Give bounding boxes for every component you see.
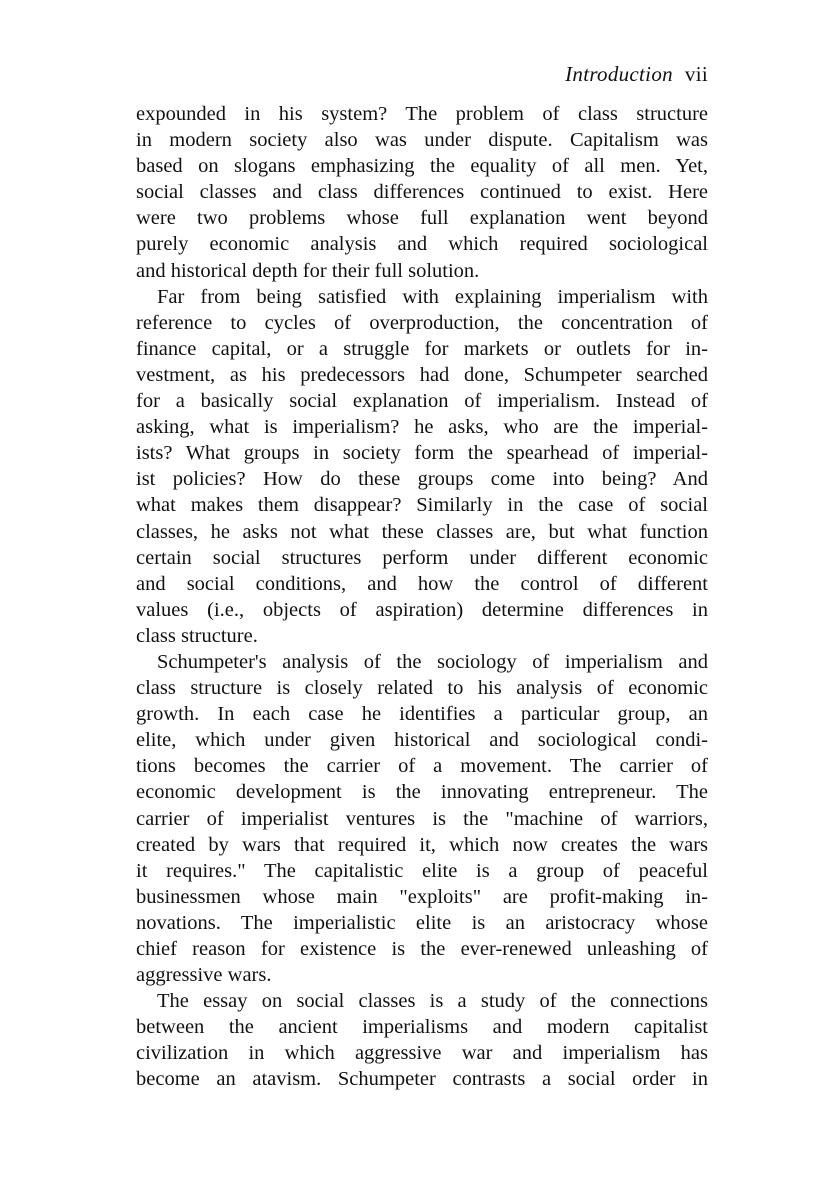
- text-line: elite, which under given historical and sociological condi-: [136, 729, 708, 752]
- text-line: ist policies? How do these groups come into being? And: [136, 468, 708, 491]
- text-line: were two problems whose full explanation went beyond: [136, 207, 708, 230]
- text-line: aggressive wars.: [136, 964, 272, 987]
- paragraph: [136, 284, 708, 649]
- text-line: businessmen whose main "exploits" are profit-making in-: [136, 885, 708, 908]
- text-line: between the ancient imperialisms and modern capitalist: [136, 1016, 708, 1039]
- text-line: The essay on social classes is a study of the connections: [157, 990, 708, 1013]
- text-line: vestment, as his predecessors had done, Schumpeter searched: [136, 363, 708, 386]
- text-line: ists? What groups in society form the spearhead of imperial-: [136, 442, 708, 465]
- text-line: certain social structures perform under different economic: [136, 546, 708, 569]
- text-line: economic development is the innovating entrepreneur. The: [136, 781, 708, 804]
- paragraph: [136, 649, 708, 988]
- text-line: tions becomes the carrier of a movement. The carrier of: [136, 755, 708, 778]
- text-line: novations. The imperialistic elite is an aristocracy whose: [136, 911, 708, 934]
- text-line: reference to cycles of overproduction, the concentration of: [136, 311, 708, 334]
- body-text: [136, 101, 708, 1093]
- text-line: asking, what is imperialism? he asks, who are the imperial-: [136, 416, 708, 439]
- running-head: [136, 60, 708, 88]
- text-line: what makes them disappear? Similarly in the case of social: [136, 494, 708, 517]
- text-line: and historical depth for their full solution.: [136, 259, 480, 282]
- page-number: vii: [684, 62, 708, 86]
- text-line: social classes and class differences continued to exist. Here: [136, 181, 708, 204]
- chapter-title: Introduction: [565, 62, 673, 86]
- text-line: carrier of imperialist ventures is the "machine of warriors,: [136, 807, 708, 830]
- text-line: class structure.: [136, 624, 258, 647]
- text-line: for a basically social explanation of imperialism. Instead of: [136, 390, 708, 413]
- text-line: expounded in his system? The problem of class structure: [136, 103, 708, 125]
- paragraph: [136, 988, 708, 1092]
- text-line: chief reason for existence is the ever-renewed unleashing of: [136, 938, 708, 960]
- text-line: classes, he asks not what these classes are, but what function: [136, 520, 708, 543]
- text-line: finance capital, or a struggle for markets or outlets for in-: [136, 337, 708, 360]
- text-line: purely economic analysis and which required sociological: [136, 233, 708, 256]
- text-line: and social conditions, and how the control of different: [136, 572, 708, 595]
- paragraph: [136, 101, 708, 284]
- text-line: growth. In each case he identifies a particular group, an: [136, 703, 708, 726]
- text-line: class structure is closely related to his analysis of economic: [136, 677, 708, 700]
- text-line: it requires." The capitalistic elite is a group of peaceful: [136, 859, 708, 882]
- text-line: civilization in which aggressive war and imperialism has: [136, 1042, 708, 1065]
- text-line: created by wars that required it, which now creates the wars: [136, 833, 708, 856]
- text-line: Schumpeter's analysis of the sociology of imperialism and: [157, 650, 708, 673]
- text-line: become an atavism. Schumpeter contrasts a social order in: [136, 1068, 708, 1091]
- text-line: values (i.e., objects of aspiration) determine differences in: [136, 598, 708, 621]
- text-line: Far from being satisfied with explaining imperialism with: [157, 285, 708, 308]
- text-line: based on slogans emphasizing the equality of all men. Yet,: [136, 155, 708, 178]
- text-line: in modern society also was under dispute. Capitalism was: [136, 129, 708, 152]
